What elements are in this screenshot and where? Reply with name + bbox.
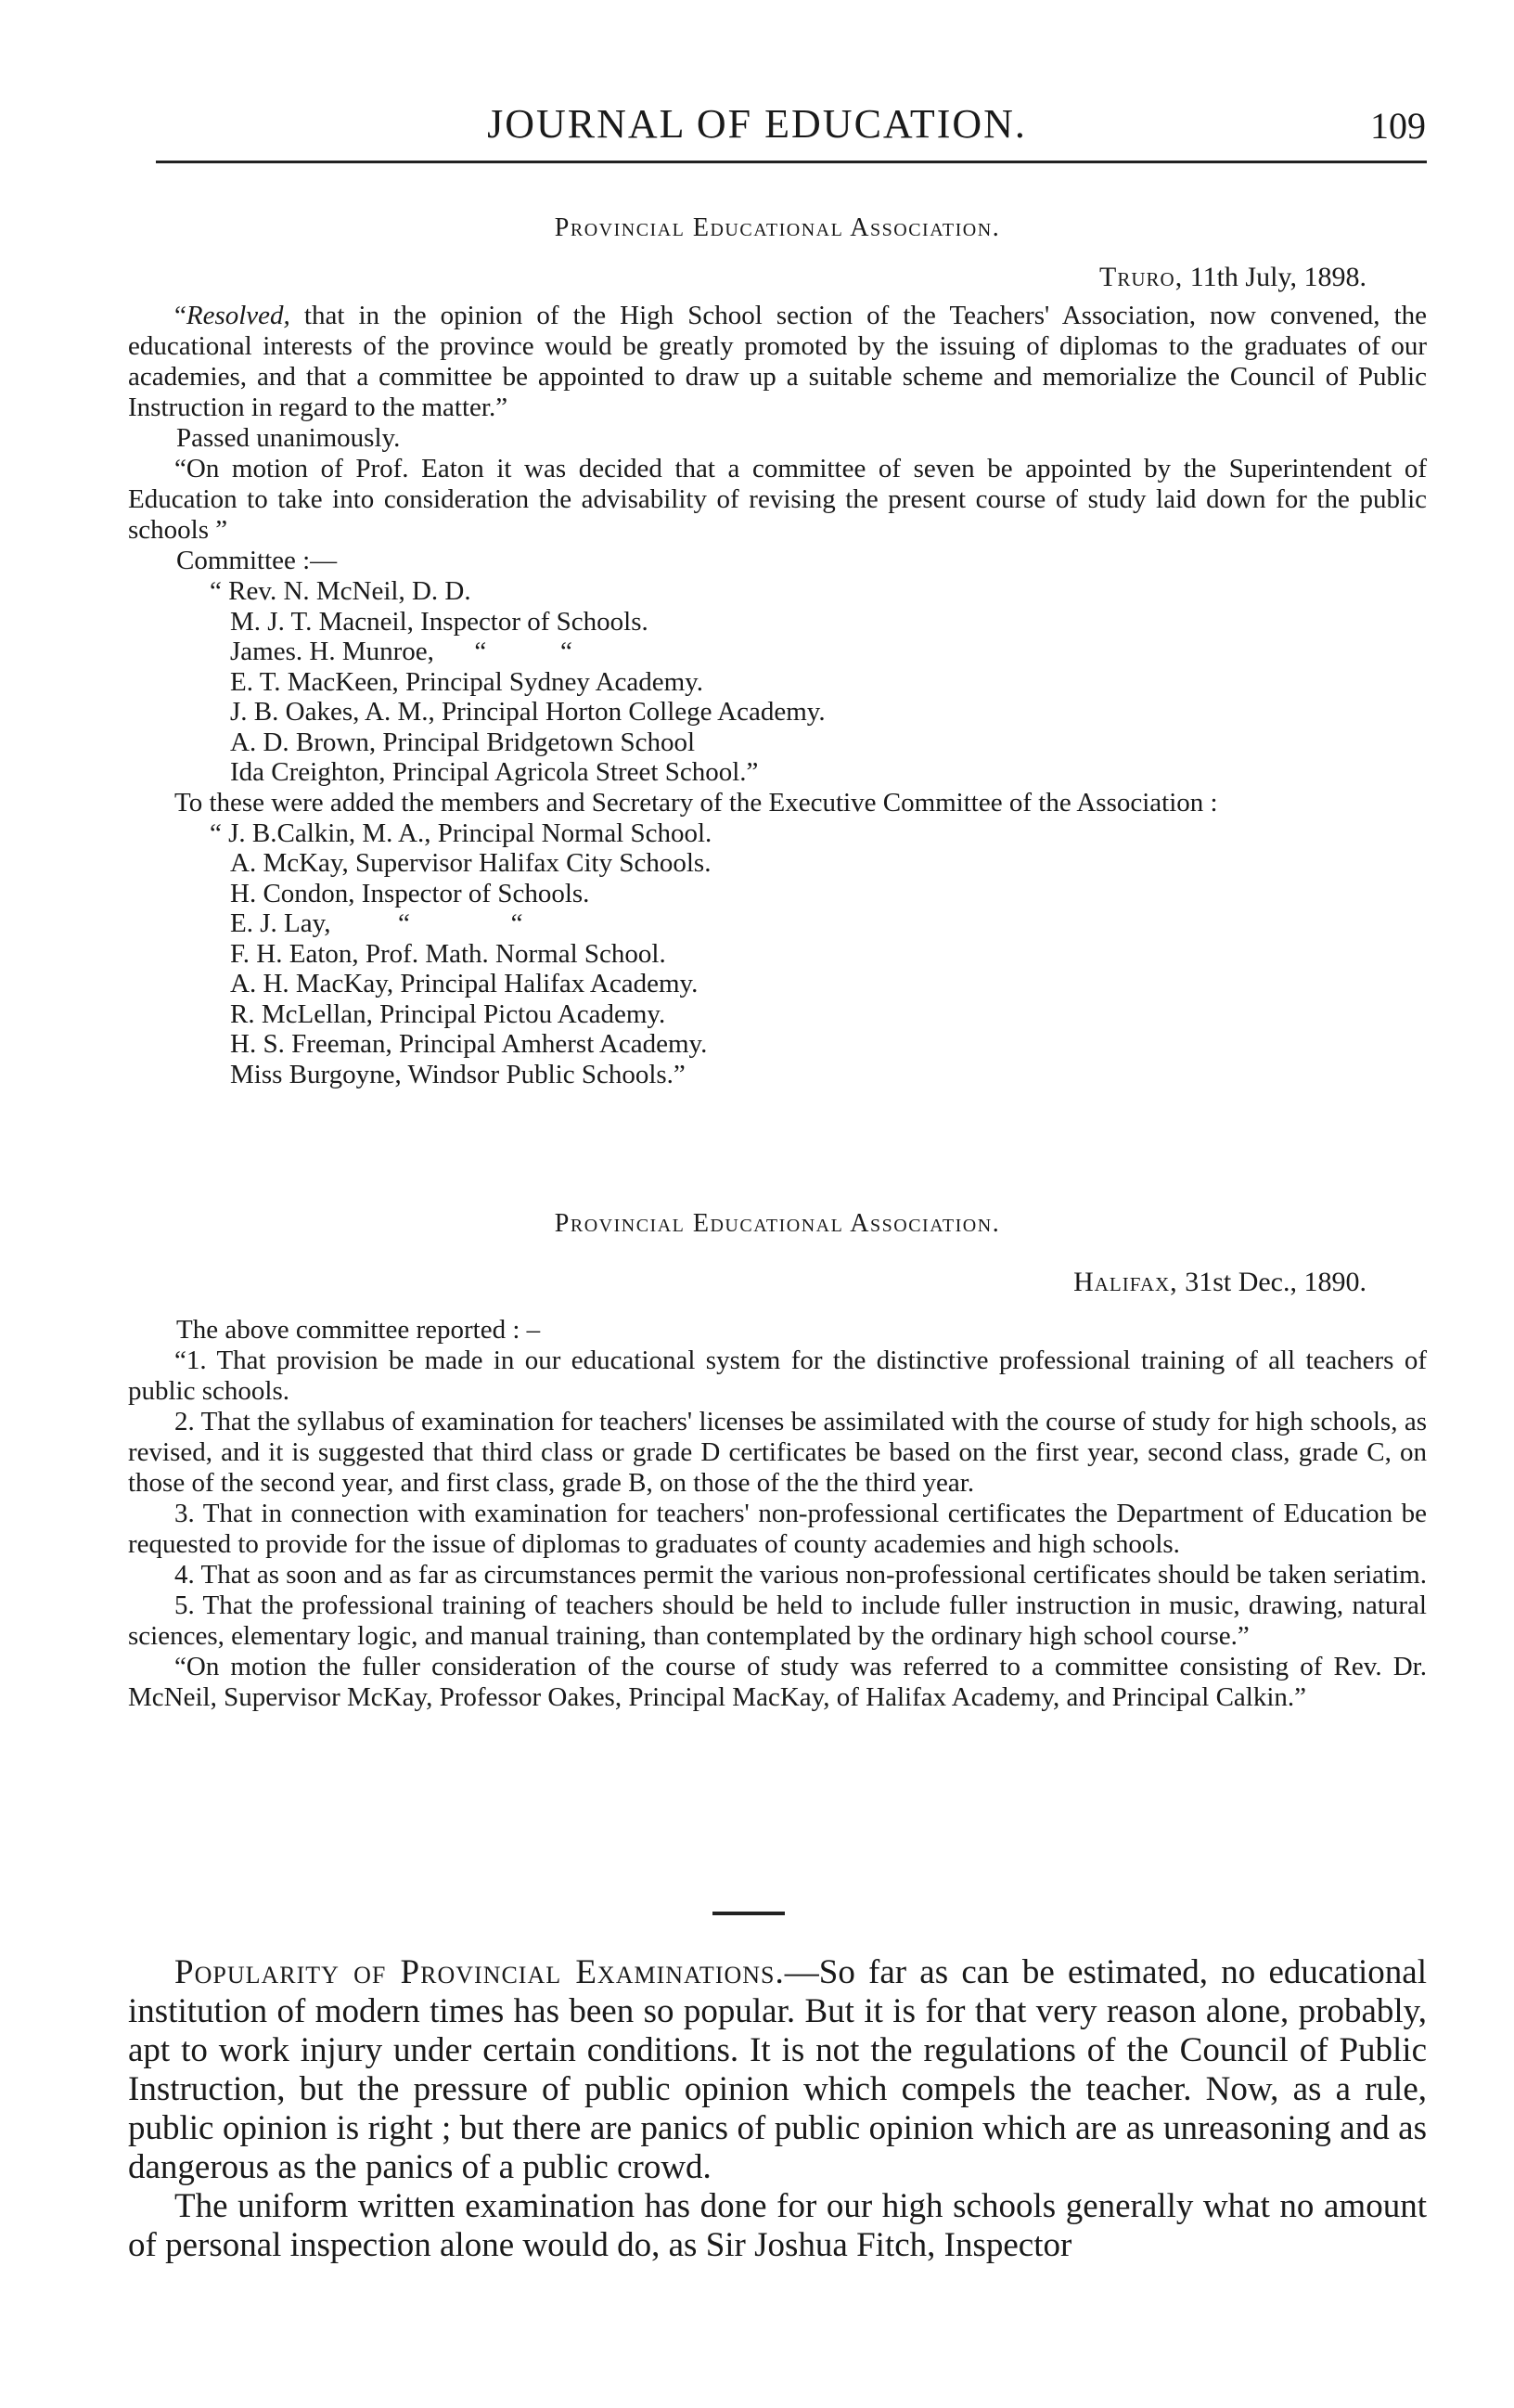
header-rule (156, 161, 1427, 163)
report-intro: The above committee reported : – (176, 1315, 541, 1345)
report-item: 3. That in connection with examination for teachers' non-professional certificates the Department of Education be requested to provide for the issue of diplomas to graduates of county academies and high schools. (128, 1499, 1427, 1559)
section-divider (712, 1912, 785, 1915)
page-number: 109 (1370, 105, 1426, 147)
dateline-place: Halifax, (1073, 1267, 1178, 1297)
section-heading: Provincial Educational Association. (554, 1209, 1001, 1238)
added-paragraph: To these were added the members and Secretary of the Executive Committee of the Association : (174, 787, 1218, 818)
dateline (128, 262, 1427, 293)
report-item: “On motion the fuller consideration of the course of study was referred to a committee consisting of Rev. Dr. McNeil, Supervisor McKay, Professor Oakes, Principal MacKay, of Halifax Academy, and Principal Calkin.” (128, 1652, 1427, 1712)
executive-member: E. J. Lay, “ “ (230, 908, 523, 938)
article-title: Popularity of Provincial Examinations. (174, 1953, 785, 1991)
dateline-date: 11th July, 1898. (1189, 262, 1366, 292)
executive-member: A. H. MacKay, Principal Halifax Academy. (230, 969, 699, 998)
executive-member: Miss Burgoyne, Windsor Public Schools.” (230, 1059, 686, 1089)
committee-member: E. T. MacKeen, Principal Sydney Academy. (230, 666, 704, 697)
executive-list (128, 818, 1427, 1090)
report-item: “1. That provision be made in our educational system for the distinctive professional training of all teachers of public schools. (128, 1346, 1427, 1406)
committee-member: A. D. Brown, Principal Bridgetown School (230, 727, 696, 757)
dateline (128, 1267, 1427, 1298)
section-heading: Provincial Educational Association. (554, 213, 1001, 242)
section-truro-1898 (128, 213, 1427, 1089)
section-halifax-1890 (128, 1209, 1427, 1713)
dateline-date: 31st Dec., 1890. (1185, 1267, 1366, 1297)
executive-member: F. H. Eaton, Prof. Math. Normal School. (230, 938, 666, 969)
executive-member: “ J. B.Calkin, M. A., Principal Normal School. (210, 818, 712, 848)
journal-title: JOURNAL OF EDUCATION. (487, 101, 1027, 147)
committee-member: James. H. Munroe, “ “ (230, 637, 572, 666)
committee-list (128, 576, 1427, 788)
report-item: 2. That the syllabus of examination for teachers' licenses be assimilated with the course of study for high schools, as revised, and it is suggested that third class or grade D certificates be based on the first year, second class, grade C, on those of the second year, and first class, grade B, on those of the the third year. (128, 1407, 1427, 1498)
running-head (0, 93, 1514, 158)
report-item: 4. That as soon and as far as circumstances permit the various non-professional certificates should be taken seriatim. (174, 1560, 1427, 1590)
committee-member: M. J. T. Macneil, Inspector of Schools. (230, 606, 648, 637)
resolved-word: Resolved, (186, 301, 290, 330)
committee-label: Committee :— (176, 546, 338, 575)
dateline-place: Truro, (1099, 262, 1184, 292)
resolution-paragraph: “Resolved, that in the opinion of the High School section of the Teachers' Association, now convened, the educational interests of the province would be greatly promoted by the issuing of diplomas to the graduates of our academies, and that a committee be appointed to draw up a suitable scheme and memorialize the Council of Public Instruction in regard to the matter.” (128, 301, 1427, 422)
passed-line: Passed unanimously. (176, 423, 401, 453)
executive-member: H. Condon, Inspector of Schools. (230, 878, 590, 908)
committee-member: J. B. Oakes, A. M., Principal Horton College Academy. (230, 697, 826, 727)
popularity-paragraph-1: Popularity of Provincial Examinations.—So far as can be estimated, no educational institution of modern times has been so popular. But it is for that very reason alone, probably, apt to work injury under certain conditions. It is not the regulations of the Council of Public Instruction, but the pressure of public opinion which compels the teacher. Now, as a rule, public opinion is right ; but there are panics of public opinion which are as unreasoning and as dangerous as the panics of a public crowd. (128, 1953, 1427, 2186)
executive-member: R. McLellan, Principal Pictou Academy. (230, 998, 666, 1029)
section-popularity (128, 1953, 1427, 2265)
committee-member: Ida Creighton, Principal Agricola Street School.” (230, 757, 759, 787)
popularity-paragraph-2: The uniform written examination has done for our high schools generally what no amount of personal inspection alone would do, as Sir Joshua Fitch, Inspector (128, 2187, 1427, 2264)
motion-paragraph: “On motion of Prof. Eaton it was decided that a committee of seven be appointed by the Superintendent of Education to take into consideration the advisability of revising the present course of study laid down for the public schools ” (128, 454, 1427, 545)
committee-member: “ Rev. N. McNeil, D. D. (210, 576, 471, 606)
executive-member: H. S. Freeman, Principal Amherst Academy. (230, 1029, 708, 1059)
executive-member: A. McKay, Supervisor Halifax City Schools. (230, 848, 712, 878)
report-item: 5. That the professional training of teachers should be held to include fuller instruction in music, drawing, natural sciences, elementary logic, and manual training, than contemplated by the ordinary high school course.” (128, 1590, 1427, 1651)
